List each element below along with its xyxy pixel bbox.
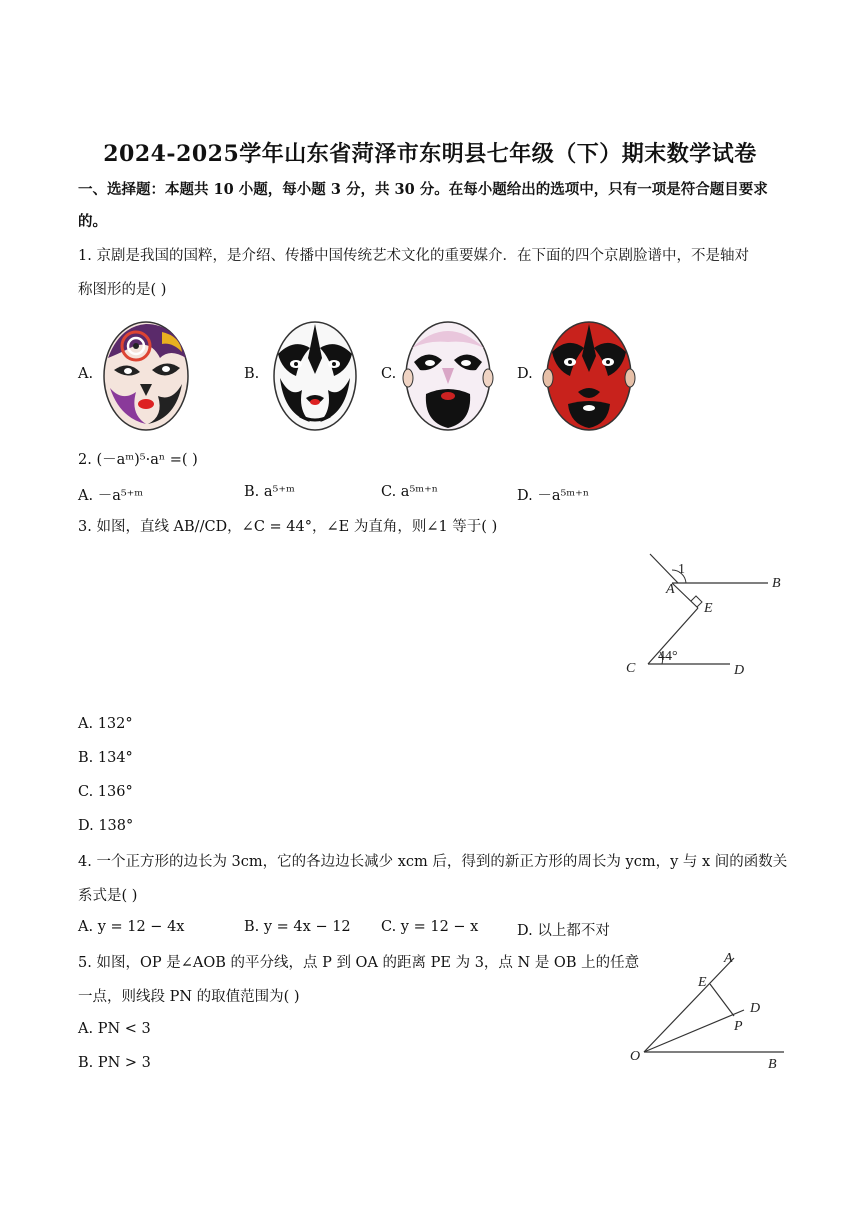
q5-option-a: A. PN < 3	[78, 1021, 151, 1037]
q3-angle-label: 44°	[658, 649, 678, 664]
q3-label-c: C	[626, 661, 636, 676]
section-heading-line1: 一、选择题：本题共 10 小题，每小题 3 分，共 30 分。在每小题给出的选项中，只有一项是符合题目要求	[78, 181, 768, 198]
q5-geometry-figure	[626, 946, 792, 1076]
opera-mask-c-image	[402, 318, 494, 432]
q1-option-a-label: A.	[78, 366, 94, 382]
q4-option-a: A. y = 12 − 4x	[78, 919, 185, 935]
q4-option-c: C. y = 12 − x	[381, 919, 479, 935]
q5-option-b: B. PN > 3	[78, 1055, 151, 1071]
q2-option-d: D. －a⁵ᵐ⁺ⁿ	[517, 488, 590, 504]
q3-stem: 3. 如图，直线 AB//CD，∠C = 44°，∠E 为直角，则∠1 等于( )	[78, 519, 498, 535]
q4-stem-line1: 4. 一个正方形的边长为 3cm，它的各边边长减少 xcm 后，得到的新正方形的周长为 ycm，y 与 x 间的函数关	[78, 854, 788, 870]
q1-option-b-label: B.	[244, 366, 260, 382]
q3-option-d: D. 138°	[78, 818, 134, 834]
q4-option-d: D. 以上都不对	[517, 923, 610, 939]
q5-label-p: P	[734, 1019, 743, 1034]
q3-label-1: 1	[678, 562, 685, 577]
q3-option-a: A. 132°	[78, 716, 133, 732]
q1-stem-line2: 称图形的是( )	[78, 282, 167, 298]
q2-option-b: B. a⁵⁺ᵐ	[244, 484, 295, 500]
q4-option-b: B. y = 4x − 12	[244, 919, 351, 935]
q5-label-a: A	[724, 951, 733, 966]
q3-option-c: C. 136°	[78, 784, 133, 800]
q5-label-e: E	[698, 975, 707, 990]
q3-label-b: B	[772, 576, 781, 591]
q5-label-d: D	[750, 1001, 761, 1016]
q2-option-a: A. －a⁵⁺ᵐ	[78, 488, 144, 504]
q2-option-c: C. a⁵ᵐ⁺ⁿ	[381, 484, 439, 500]
q5-label-b: B	[768, 1057, 777, 1072]
q3-option-b: B. 134°	[78, 750, 133, 766]
q3-label-d: D	[734, 663, 745, 678]
opera-mask-d-image	[542, 318, 636, 432]
opera-mask-a-image	[100, 318, 192, 432]
page-title: 2024-2025学年山东省菏泽市东明县七年级（下）期末数学试卷	[103, 141, 757, 167]
q1-option-c-label: C.	[381, 366, 397, 382]
section-heading-line2: 的。	[78, 213, 107, 230]
q3-geometry-figure	[620, 548, 790, 682]
q1-option-d-label: D.	[517, 366, 533, 382]
q1-stem-line1: 1. 京剧是我国的国粹，是介绍、传播中国传统艺术文化的重要媒介．在下面的四个京剧脸谱中，不是轴对	[78, 248, 749, 264]
q3-label-a: A	[666, 582, 675, 597]
q5-stem-line2: 一点，则线段 PN 的取值范围为( )	[78, 989, 300, 1005]
opera-mask-b-image	[270, 318, 360, 432]
q5-stem-line1: 5. 如图，OP 是∠AOB 的平分线，点 P 到 OA 的距离 PE 为 3，点 N 是 OB 上的任意	[78, 955, 640, 971]
q3-label-e: E	[704, 601, 713, 616]
q4-stem-line2: 系式是( )	[78, 888, 138, 904]
q5-label-o: O	[630, 1049, 641, 1064]
q2-stem: 2. (－aᵐ)⁵·aⁿ =( )	[78, 452, 198, 468]
